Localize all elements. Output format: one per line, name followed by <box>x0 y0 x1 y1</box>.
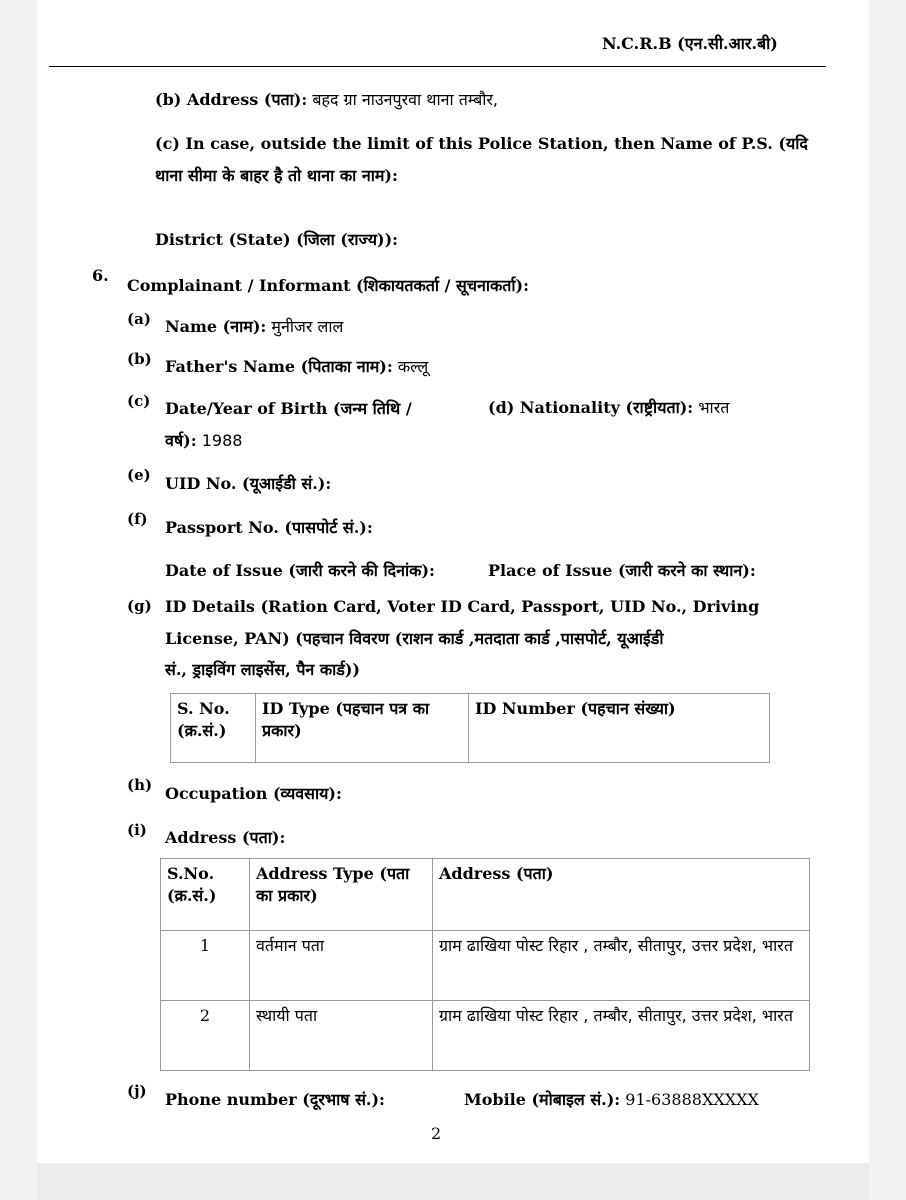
occupation-label: Occupation (व्यवसाय): <box>165 784 342 803</box>
s5-district: District (State) (जिला (राज्य)): <box>155 230 399 249</box>
addr-row1-address: ग्राम ढाखिया पोस्ट रिहार , तम्बौर, सीतापुर, उत्तर प्रदेश, भारत <box>433 931 810 1001</box>
s6-j-mark: (j) <box>127 1082 147 1100</box>
id-details-table <box>170 693 770 763</box>
issue-date-label: Date of Issue (जारी करने की दिनांक): <box>165 561 435 580</box>
s6-mobile <box>464 1088 759 1110</box>
addr-row2-sno: 2 <box>161 1001 250 1071</box>
addr-row2-address: ग्राम ढाखिया पोस्ट रिहार , तम्बौर, सीतापुर, उत्तर प्रदेश, भारत <box>433 1001 810 1071</box>
s6-nationality <box>488 396 729 418</box>
ncrb-header: N.C.R.B (एन.सी.आर.बी) <box>602 34 778 53</box>
address-table <box>160 858 810 1071</box>
s6-b-mark: (b) <box>127 350 152 368</box>
addr-col-type: Address Type (पता का प्रकार) <box>250 859 433 931</box>
nationality-value: भारत <box>698 398 730 417</box>
address-label: Address (पता): <box>165 828 286 847</box>
s6-dob-line2 <box>165 429 242 451</box>
s6-e-mark: (e) <box>127 466 151 484</box>
addr-row1-type: वर्तमान पता <box>250 931 433 1001</box>
addr-col-sno: S.No. (क्र.सं.) <box>161 859 250 931</box>
addr-col-address: Address (पता) <box>433 859 810 931</box>
mobile-label: Mobile (मोबाइल सं.): <box>464 1090 621 1109</box>
s6-title: Complainant / Informant (शिकायतकर्ता / सूचनाकर्ता): <box>127 276 530 295</box>
table-row <box>161 931 810 1001</box>
s5-address-label: (b) Address (पता): <box>155 90 308 109</box>
father-label: Father's Name (पिताका नाम): <box>165 357 393 376</box>
addr-row2-type: स्थायी पता <box>250 1001 433 1071</box>
name-value: मुनीजर लाल <box>271 317 344 336</box>
id-details-line2: License, PAN) (पहचान विवरण (राशन कार्ड ,मतदाता कार्ड ,पासपोर्ट, यूआईडी <box>165 629 664 648</box>
table-row <box>161 1001 810 1071</box>
s6-g-mark: (g) <box>127 597 152 615</box>
s6-i-mark: (i) <box>127 821 147 839</box>
s6-number: 6. <box>92 266 109 285</box>
name-label: Name (नाम): <box>165 317 267 336</box>
dob-value: 1988 <box>201 431 243 450</box>
id-col-type: ID Type (पहचान पत्र का प्रकार) <box>256 694 469 763</box>
table-row <box>171 694 770 763</box>
issue-place-label: Place of Issue (जारी करने का स्थान): <box>488 561 756 580</box>
s6-name <box>165 315 343 337</box>
s6-a-mark: (a) <box>127 310 151 328</box>
s5-address-value: बहद ग्रा नाउनपुरवा थाना तम्बौर, <box>312 90 498 109</box>
id-details-line3: सं., ड्राइविंग लाइसेंस, पैन कार्ड)) <box>165 660 360 679</box>
dob-label-line1: Date/Year of Birth (जन्म तिथि / <box>165 399 412 418</box>
id-col-number: ID Number (पहचान संख्या) <box>469 694 770 763</box>
dob-label-line2: वर्ष): <box>165 431 197 450</box>
s5-address <box>155 88 498 110</box>
addr-row1-sno: 1 <box>161 931 250 1001</box>
header-rule <box>49 66 826 67</box>
uid-label: UID No. (यूआईडी सं.): <box>165 474 332 493</box>
nationality-label: (d) Nationality (राष्ट्रीयता): <box>488 398 694 417</box>
mobile-value: 91-63888XXXXX <box>625 1090 759 1109</box>
table-row <box>161 859 810 931</box>
passport-label: Passport No. (पासपोर्ट सं.): <box>165 518 373 537</box>
s6-father <box>165 355 428 377</box>
s5-ps-line1: (c) In case, outside the limit of this Police Station, then Name of P.S. (यदि <box>155 134 808 153</box>
id-details-line1: ID Details (Ration Card, Voter ID Card, Passport, UID No., Driving <box>165 597 760 616</box>
page-number: 2 <box>431 1124 442 1143</box>
page-bottom-strip <box>37 1163 869 1200</box>
id-col-sno: S. No. (क्र.सं.) <box>171 694 256 763</box>
s6-f-mark: (f) <box>127 510 148 528</box>
phone-label: Phone number (दूरभाष सं.): <box>165 1090 385 1109</box>
father-value: कल्लू <box>397 357 429 376</box>
s6-h-mark: (h) <box>127 776 153 794</box>
s6-c-mark: (c) <box>127 392 151 410</box>
s5-ps-line2: थाना सीमा के बाहर है तो थाना का नाम): <box>155 166 398 185</box>
